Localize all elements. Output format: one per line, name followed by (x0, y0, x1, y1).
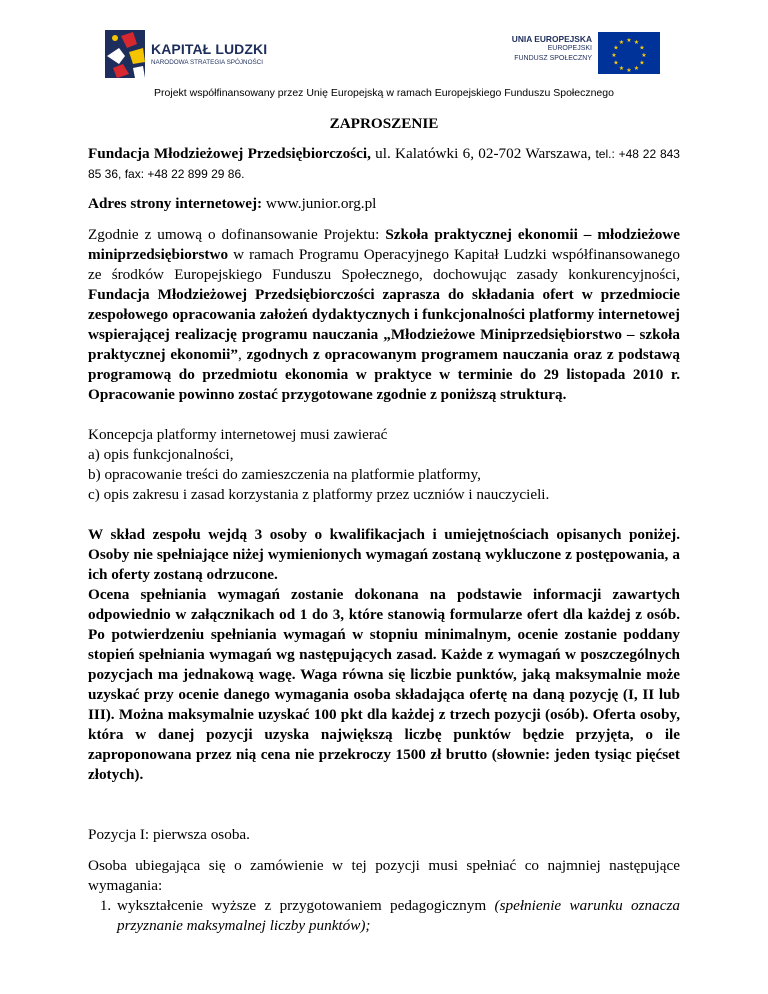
svg-text:★: ★ (618, 39, 625, 46)
document-title: ZAPROSZENIE (329, 115, 439, 132)
svg-text:★: ★ (613, 44, 619, 52)
concept-intro: Koncepcja platformy internetowej musi zawierać (88, 426, 388, 443)
intro-text-2: w ramach Programu Operacyjnego Kapitał Ludzki współfinansowanego ze środków Europejskiego Funduszu Społecznego, dochowując zasady konkurencyjności, (88, 246, 680, 283)
svg-text:★: ★ (641, 52, 647, 59)
intro-invitation-text: Fundacja Młodzieżowej Przedsiębiorczości zaprasza do składania ofert w przedmiocie zespołowego opracowania założeń dydaktycznych i funkcjonalności platformy internetowej wspierającej realizację programu nauczania „Młodzieżowe Miniprzedsiębiorstwo – szkoła praktycznej ekonomii” (88, 286, 680, 363)
svg-text:★: ★ (626, 37, 632, 44)
svg-text:★: ★ (626, 67, 632, 74)
intro-text-3: , (237, 346, 247, 363)
eu-logo-line-2: EUROPEJSKI (547, 45, 592, 52)
eu-logo-line-3: FUNDUSZ SPOŁECZNY (514, 55, 592, 62)
intro-paragraph (88, 225, 680, 405)
intro-project-name: Szkoła praktycznej ekonomii – młodzieżowe miniprzedsiębiorstwo (88, 226, 680, 263)
eu-logo-text (512, 34, 592, 64)
requirement-text: wykształcenie wyższe z przygotowaniem pedagogicznym (117, 897, 495, 914)
requirements-list (88, 896, 680, 936)
concept-item-b: b) opracowanie treści do zamieszczenia na platformie platformy, (88, 466, 481, 483)
team-paragraph: W skład zespołu wejdą 3 osoby o kwalifikacjach i umiejętnościach opisanych poniżej. Osoby nie spełniające niżej wymienionych wymagań zostaną wykluczone z postępowania, a ich oferty zostaną odrzucone. (88, 526, 680, 583)
svg-text:★: ★ (613, 59, 619, 67)
organization-phone: tel.: +48 22 843 85 36, fax: +48 22 899 29 86. (88, 147, 680, 181)
kapital-ludzki-emblem-icon (103, 28, 147, 80)
position-heading: Pozycja I: pierwsza osoba. (88, 826, 250, 843)
project-cofinancing-line: Projekt współfinansowany przez Unię Europejską w ramach Europejskiego Funduszu Społecznego (154, 87, 614, 99)
website-link[interactable]: www.junior.org.pl (262, 195, 377, 212)
svg-text:★: ★ (611, 52, 617, 59)
organization-name: Fundacja Młodzieżowej Przedsiębiorczości, (88, 145, 371, 162)
website-label: Adres strony internetowej: (88, 195, 263, 212)
website-paragraph (88, 194, 680, 214)
kapital-ludzki-logo (103, 26, 268, 82)
organization-address: ul. Kalatówki 6, 02-702 Warszawa, (370, 145, 596, 162)
evaluation-paragraph: Ocena spełniania wymagań zostanie dokonana na podstawie informacji zawartych odpowiednio w załącznikach od 1 do 3, które stanowią formularze ofert dla każdej z osób. Po potwierdzeniu spełniania wymagań w stopniu minimalnym, ocenie zostanie poddany stopień spełniania wymagań wg następujących zasad. Każde z wymagań w poszczególnych pozycjach ma jednakową wagę. Waga równa się liczbie punktów, jaką maksymalnie może uzyskać przy ocenie danego wymagania osoba składająca ofertę na daną pozycję (I, II lub III). Można maksymalnie uzyskać 100 pkt dla każdej z trzech pozycji (osób). Oferta osoby, która w danej pozycji uzyska największą liczbę punktów będzie przyjęta, o ile zaproponowana przez nią cena nie przekroczy 1500 zł brutto (słownie: jeden tysiąc pięćset złotych). (88, 586, 680, 783)
intro-deadline-text: zgodnych z opracowanym programem nauczania oraz z podstawą programową do przedmiotu ekonomia w praktyce w terminie do 29 listopada 2010 r. Opracowanie powinno zostać przygotowane zgodnie z poniższą strukturą. (88, 346, 680, 403)
concept-item-a: a) opis funkcjonalności, (88, 446, 234, 463)
requirements-intro: Osoba ubiegająca się o zamówienie w tej pozycji musi spełniać co najmniej następujące wymagania: (88, 857, 680, 894)
svg-text:★: ★ (633, 39, 640, 46)
concept-item-c: c) opis zakresu i zasad korzystania z platformy przez uczniów i nauczycieli. (88, 486, 550, 503)
kapital-ludzki-subtitle: NARODOWA STRATEGIA SPÓJNOŚCI (151, 59, 263, 66)
svg-text:★: ★ (639, 44, 645, 52)
svg-text:★: ★ (639, 59, 645, 67)
svg-text:★: ★ (618, 65, 625, 72)
eu-flag-icon (598, 32, 660, 74)
requirement-item (115, 896, 680, 936)
kapital-ludzki-title: KAPITAŁ LUDZKI (151, 41, 268, 57)
eu-logo-line-1: UNIA EUROPEJSKA (511, 34, 592, 44)
svg-text:★: ★ (633, 65, 640, 72)
intro-text-1: Zgodnie z umową o dofinansowanie Projektu: (88, 226, 386, 243)
requirement-note: (spełnienie warunku oznacza przyznanie maksymalnej liczby punktów); (117, 897, 680, 934)
document-body (88, 114, 680, 936)
eu-logo (488, 31, 660, 77)
organization-paragraph (88, 144, 680, 184)
